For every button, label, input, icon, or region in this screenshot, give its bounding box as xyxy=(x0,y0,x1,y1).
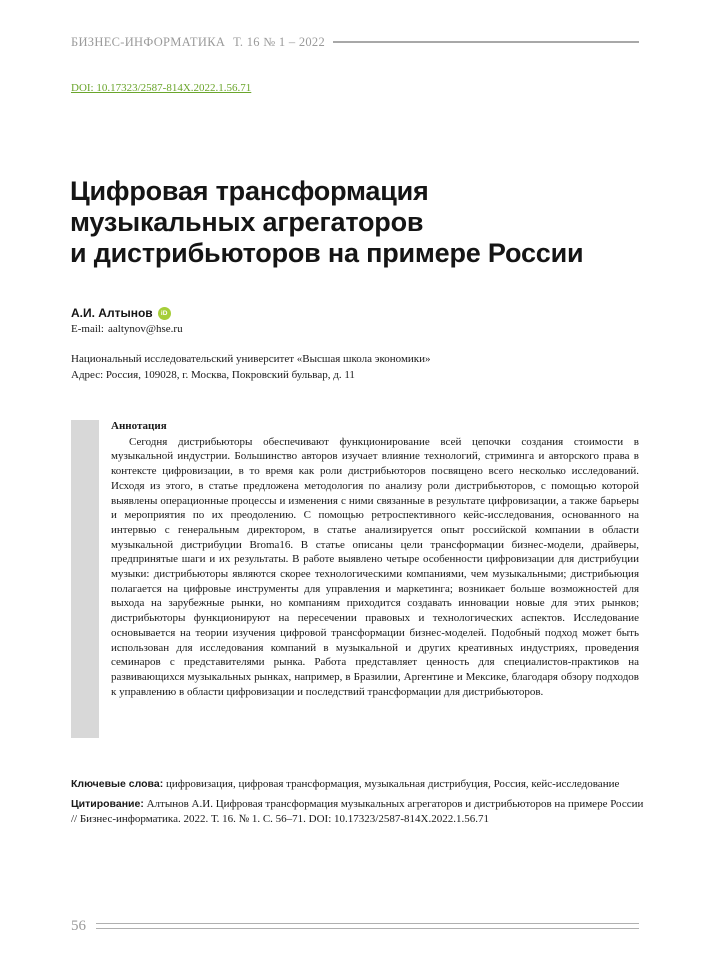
keywords-text: цифровизация, цифровая трансформация, музыкальная дистрибуция, Россия, кейс-исследование xyxy=(165,778,620,790)
keywords-label: Ключевые слова: xyxy=(71,778,164,790)
page-footer xyxy=(71,917,639,935)
address: Адрес: Россия, 109028, г. Москва, Покровский бульвар, д. 11 xyxy=(71,369,355,381)
email-address[interactable]: aaltynov@hse.ru xyxy=(108,323,183,335)
author-email xyxy=(71,323,183,335)
footer-rule xyxy=(96,923,639,929)
abstract-text: Сегодня дистрибьюторы обеспечивают функционирование всей цепочки создания стоимости в музыкальной индустрии. Большинство авторов изучает влияние технологий, стриминга и авторского права в контексте цифровизации, в то время как роли дистрибьюторов посвящено всего несколько исследований. Исходя из этого, в статье предложена методология по анализу роли дистрибьюторов, с помощью которой выявлены операционные процессы и изменения с ними связанные в результате цифровизации, а также барьеры и мероприятия по их преодолению. С помощью ретроспективного кейс-исследования, основанного на интервью с генеральным директором, в статье анализируется опыт российской компании в области музыкальной дистрибуции Broma16. В статье описаны цели трансформации бизнес-модели, драйверы, предпринятые шаги и их результаты. В работе выявлено четыре особенности цифровизации для дистрибуции музыки: дистрибьюторы являются скорее технологическими компаниями, чем музыкальными; дистрибьюция полагается на цифровые инструменты для управления и маркетинга; возникает больше возможностей для выхода на зарубежные рынки, но компаниям приходится создавать инновации новые для этих рынков; дистрибьюторы функционируют на пересечении правовых и технологических аспектов. Исследование основывается на теории изучения цифровой трансформации бизнес-моделей. Подобный подход может быть использован для исследования компаний в музыкальной и других креативных индустриях, проведения семинаров с представителями рынка. Работа представляет ценность для специалистов-практиков на развивающихся музыкальных рынках, например, в Бразилии, Аргентине и Мексике, благодаря обзору подходов к управлению в области цифровизации и последствий трансформации для дистрибьюторов. xyxy=(111,435,639,698)
title-line: и дистрибьюторов на примере России xyxy=(70,238,584,268)
article-title xyxy=(70,176,650,269)
title-line: музыкальных агрегаторов xyxy=(70,207,424,237)
author-row xyxy=(71,306,171,320)
abstract-heading: Аннотация xyxy=(111,420,167,432)
keywords xyxy=(71,777,646,792)
orcid-icon[interactable]: iD xyxy=(158,307,171,320)
issue-info: Т. 16 № 1 – 2022 xyxy=(233,34,326,49)
citation xyxy=(71,797,646,826)
citation-text: Алтынов А.И. Цифровая трансформация музыкальных агрегаторов и дистрибьюторов на примере России // Бизнес-информатика. 2022. Т. 16. № 1. С. 56–71. DOI: 10.17323/2587-814X.2022.1.56.71 xyxy=(71,798,644,825)
running-header xyxy=(71,34,639,50)
institution: Национальный исследовательский университет «Высшая школа экономики» xyxy=(71,353,431,365)
journal-name: БИЗНЕС-ИНФОРМАТИКА xyxy=(71,34,226,49)
affiliation xyxy=(71,351,431,383)
title-line: Цифровая трансформация xyxy=(70,176,429,206)
email-label: E-mail: xyxy=(71,323,104,335)
abstract-side-bar xyxy=(71,420,99,738)
doi-link[interactable]: DOI: 10.17323/2587-814X.2022.1.56.71 xyxy=(71,82,252,94)
abstract-block xyxy=(111,419,639,699)
header-rule xyxy=(333,41,639,43)
page-number: 56 xyxy=(71,917,86,934)
citation-label: Цитирование: xyxy=(71,798,144,810)
author-name: А.И. Алтынов xyxy=(71,306,153,320)
